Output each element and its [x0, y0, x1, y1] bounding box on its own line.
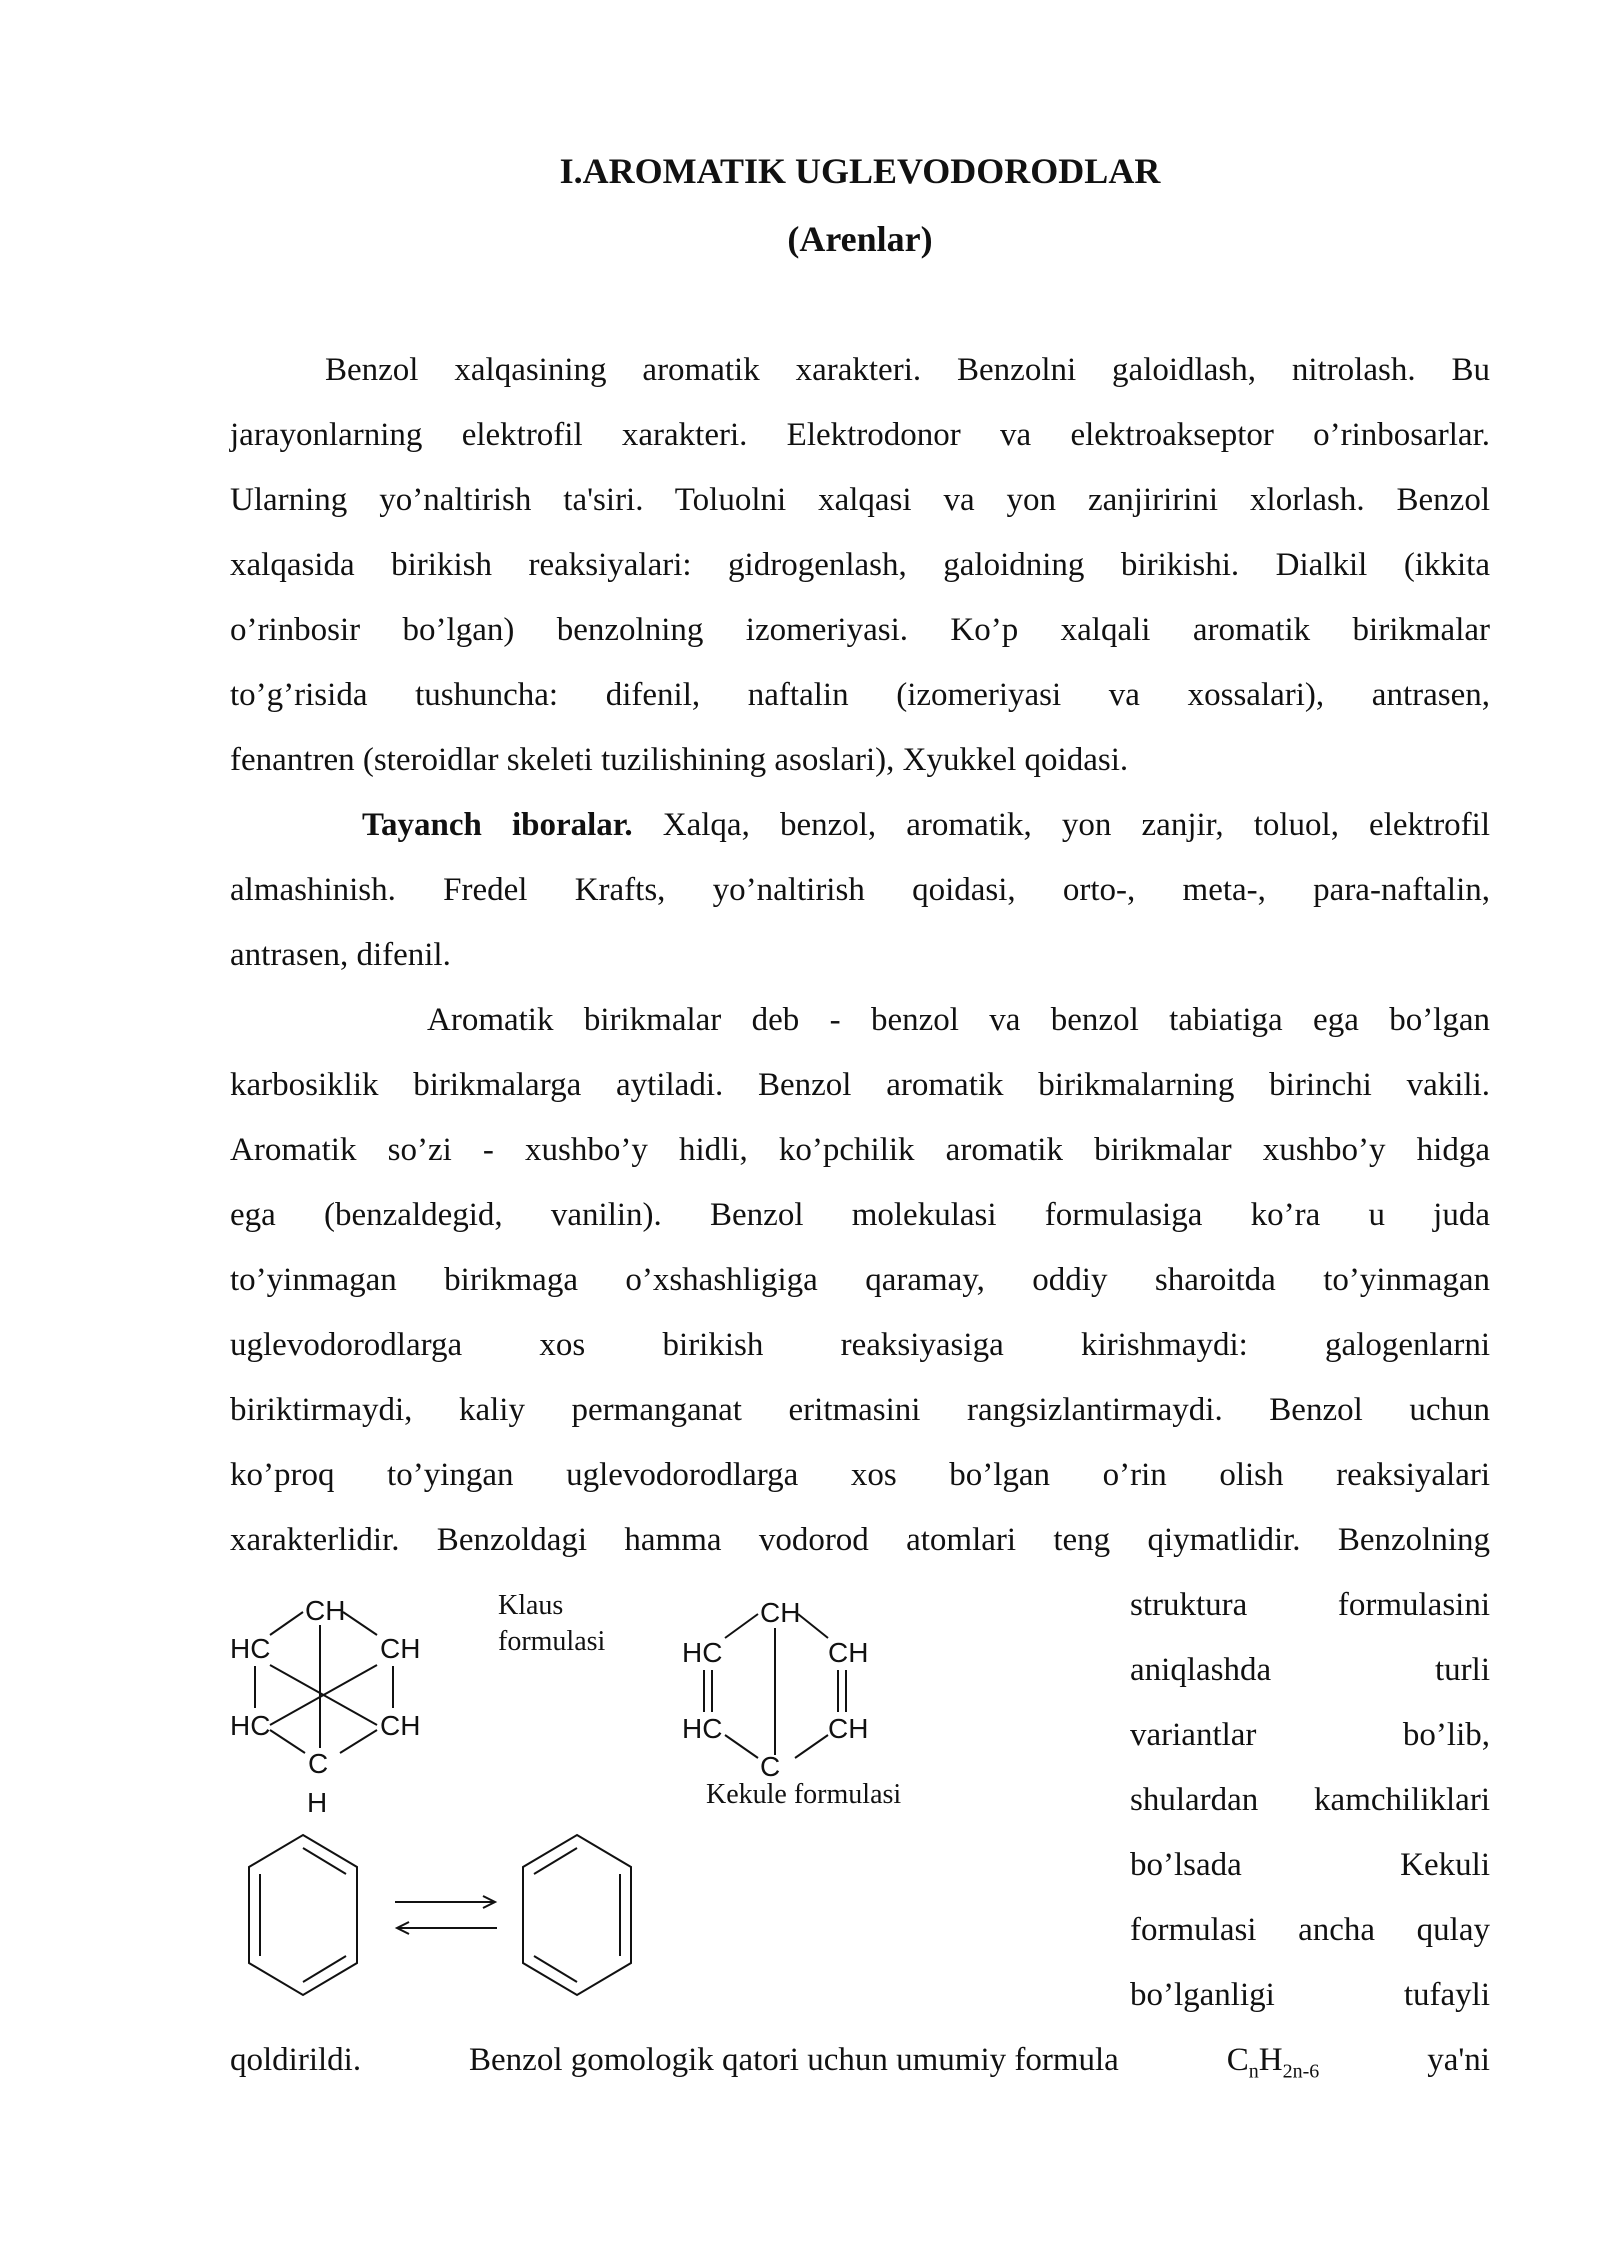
- klaus-caption-line2: formulasi: [498, 1626, 606, 1657]
- klaus-right-upper-label: CH: [380, 1633, 421, 1664]
- intro-line: xalqasida birikish reaksiyalari: gidrogenlash, galoidning birikishi. Dialkil (ikkita: [230, 547, 1490, 583]
- keywords-line: antrasen, difenil.: [230, 937, 451, 973]
- intro-paragraph: [230, 338, 1490, 793]
- formula-n-subscript: n: [1248, 2060, 1259, 2083]
- kekule-left-lower-label: HC: [682, 1713, 723, 1744]
- kekule-left-upper-label: HC: [682, 1637, 723, 1668]
- body-line: Aromatik so’zi - xushbo’y hidli, ko’pchilik aromatik birikmalar xushbo’y hidga: [230, 1132, 1490, 1168]
- right-column-line: bo’lsada Kekuli: [1130, 1847, 1490, 1883]
- intro-line: Benzol xalqasining aromatik xarakteri. Benzolni galoidlash, nitrolash. Bu: [325, 352, 1490, 388]
- formula-c: C: [1226, 2042, 1249, 2078]
- right-column-line: formulasi ancha qulay: [1130, 1912, 1490, 1948]
- klaus-bonds: [255, 1612, 393, 1753]
- body-line: Aromatik birikmalar deb - benzol va benzol tabiatiga ega bo’lgan: [427, 1002, 1490, 1038]
- right-column-line: variantlar bo’lib,: [1130, 1717, 1490, 1753]
- general-formula: [1227, 2028, 1320, 2105]
- kekule-right-lower-label: CH: [828, 1713, 869, 1744]
- klaus-caption-line1: Klaus: [498, 1590, 564, 1621]
- right-column-line: bo’lganligi tufayli: [1130, 1977, 1490, 2013]
- klaus-formula-diagram: [225, 1590, 435, 1830]
- right-column-line: aniqlashda turli: [1130, 1652, 1490, 1688]
- intro-line: o’rinbosir bo’lgan) benzolning izomeriyasi. Ko’p xalqali aromatik birikmalar: [230, 612, 1490, 648]
- last-line-end: ya'ni: [1427, 2042, 1490, 2078]
- last-line-start: qoldirildi.: [230, 2042, 362, 2078]
- right-column-text: [1130, 1573, 1490, 2028]
- keywords-first-line: [230, 793, 1490, 858]
- kekule-right-upper-label: CH: [828, 1637, 869, 1668]
- page-subtitle: (Arenlar): [787, 219, 933, 259]
- kekule-caption: Kekule formulasi: [706, 1779, 902, 1810]
- kekule-top-label: CH: [760, 1597, 801, 1628]
- intro-line: fenantren (steroidlar skeleti tuzilishining asoslari), Xyukkel qoidasi.: [230, 742, 1129, 778]
- klaus-right-lower-label: CH: [380, 1710, 421, 1741]
- formula-h-subscript: 2n-6: [1282, 2060, 1320, 2083]
- klaus-top-label: CH: [305, 1595, 346, 1626]
- body-line: ko’proq to’yingan uglevodorodlarga xos bo’lgan o’rin olish reaksiyalari: [230, 1457, 1490, 1493]
- klaus-left-upper-label: HC: [230, 1633, 271, 1664]
- klaus-left-lower-label: HC: [230, 1710, 271, 1741]
- intro-line: Ularning yo’naltirish ta'siri. Toluolni xalqasi va yon zanjiririni xlorlash. Benzol: [230, 482, 1490, 518]
- body-line: ega (benzaldegid, vanilin). Benzol molekulasi formulasiga ko’ra u juda: [230, 1197, 1490, 1233]
- body-line: karbosiklik birikmalarga aytiladi. Benzol aromatik birikmalarning birinchi vakili.: [230, 1067, 1490, 1103]
- right-column-line: shulardan kamchiliklari: [1130, 1782, 1490, 1818]
- body-line: xarakterlidir. Benzoldagi hamma vodorod atomlari teng qiymatlidir. Benzolning: [230, 1522, 1490, 1558]
- last-line-middle: Benzol gomologik qatori uchun umumiy formula: [469, 2042, 1119, 2078]
- kekule-formula-diagram: [680, 1590, 880, 1780]
- body-line: uglevodorodlarga xos birikish reaksiyasiga kirishmaydi: galogenlarni: [230, 1327, 1490, 1363]
- klaus-bottom-h-label: H: [307, 1787, 328, 1818]
- klaus-bottom-c-label: C: [308, 1748, 329, 1779]
- keywords-first-rest: Xalqa, benzol, aromatik, yon zanjir, toluol, elektrofil: [662, 807, 1491, 843]
- formula-h: H: [1258, 2042, 1283, 2078]
- last-line: [230, 2028, 1490, 2105]
- keywords-paragraph: [230, 793, 1490, 988]
- benzene-hexagon-right: [523, 1835, 631, 1995]
- page-title: I.AROMATIK UGLEVODORODLAR: [559, 151, 1161, 191]
- benzene-resonance-diagram: [245, 1830, 645, 2010]
- keywords-line: almashinish. Fredel Krafts, yo’naltirish qoidasi, orto-, meta-, para-naftalin,: [230, 872, 1490, 908]
- body-line: biriktirmaydi, kaliy permanganat eritmasini rangsizlantirmaydi. Benzol uchun: [230, 1392, 1490, 1428]
- benzene-hexagon-left: [249, 1835, 357, 1995]
- intro-line: jarayonlarning elektrofil xarakteri. Elektrodonor va elektroakseptor o’rinbosarlar.: [230, 417, 1490, 453]
- klaus-caption: [498, 1588, 605, 1660]
- body-line: to’yinmagan birikmaga o’xshashligiga qaramay, oddiy sharoitda to’yinmagan: [230, 1262, 1490, 1298]
- intro-line: to’g’risida tushuncha: difenil, naftalin (izomeriyasi va xossalari), antrasen,: [230, 677, 1490, 713]
- kekule-bottom-label: C: [760, 1751, 781, 1780]
- body-paragraph: [230, 988, 1490, 1573]
- kekule-bonds: [704, 1614, 846, 1758]
- keywords-label: Tayanch iboralar.: [362, 807, 633, 843]
- right-column-line: struktura formulasini: [1130, 1587, 1490, 1623]
- resonance-arrows: [395, 1896, 497, 1934]
